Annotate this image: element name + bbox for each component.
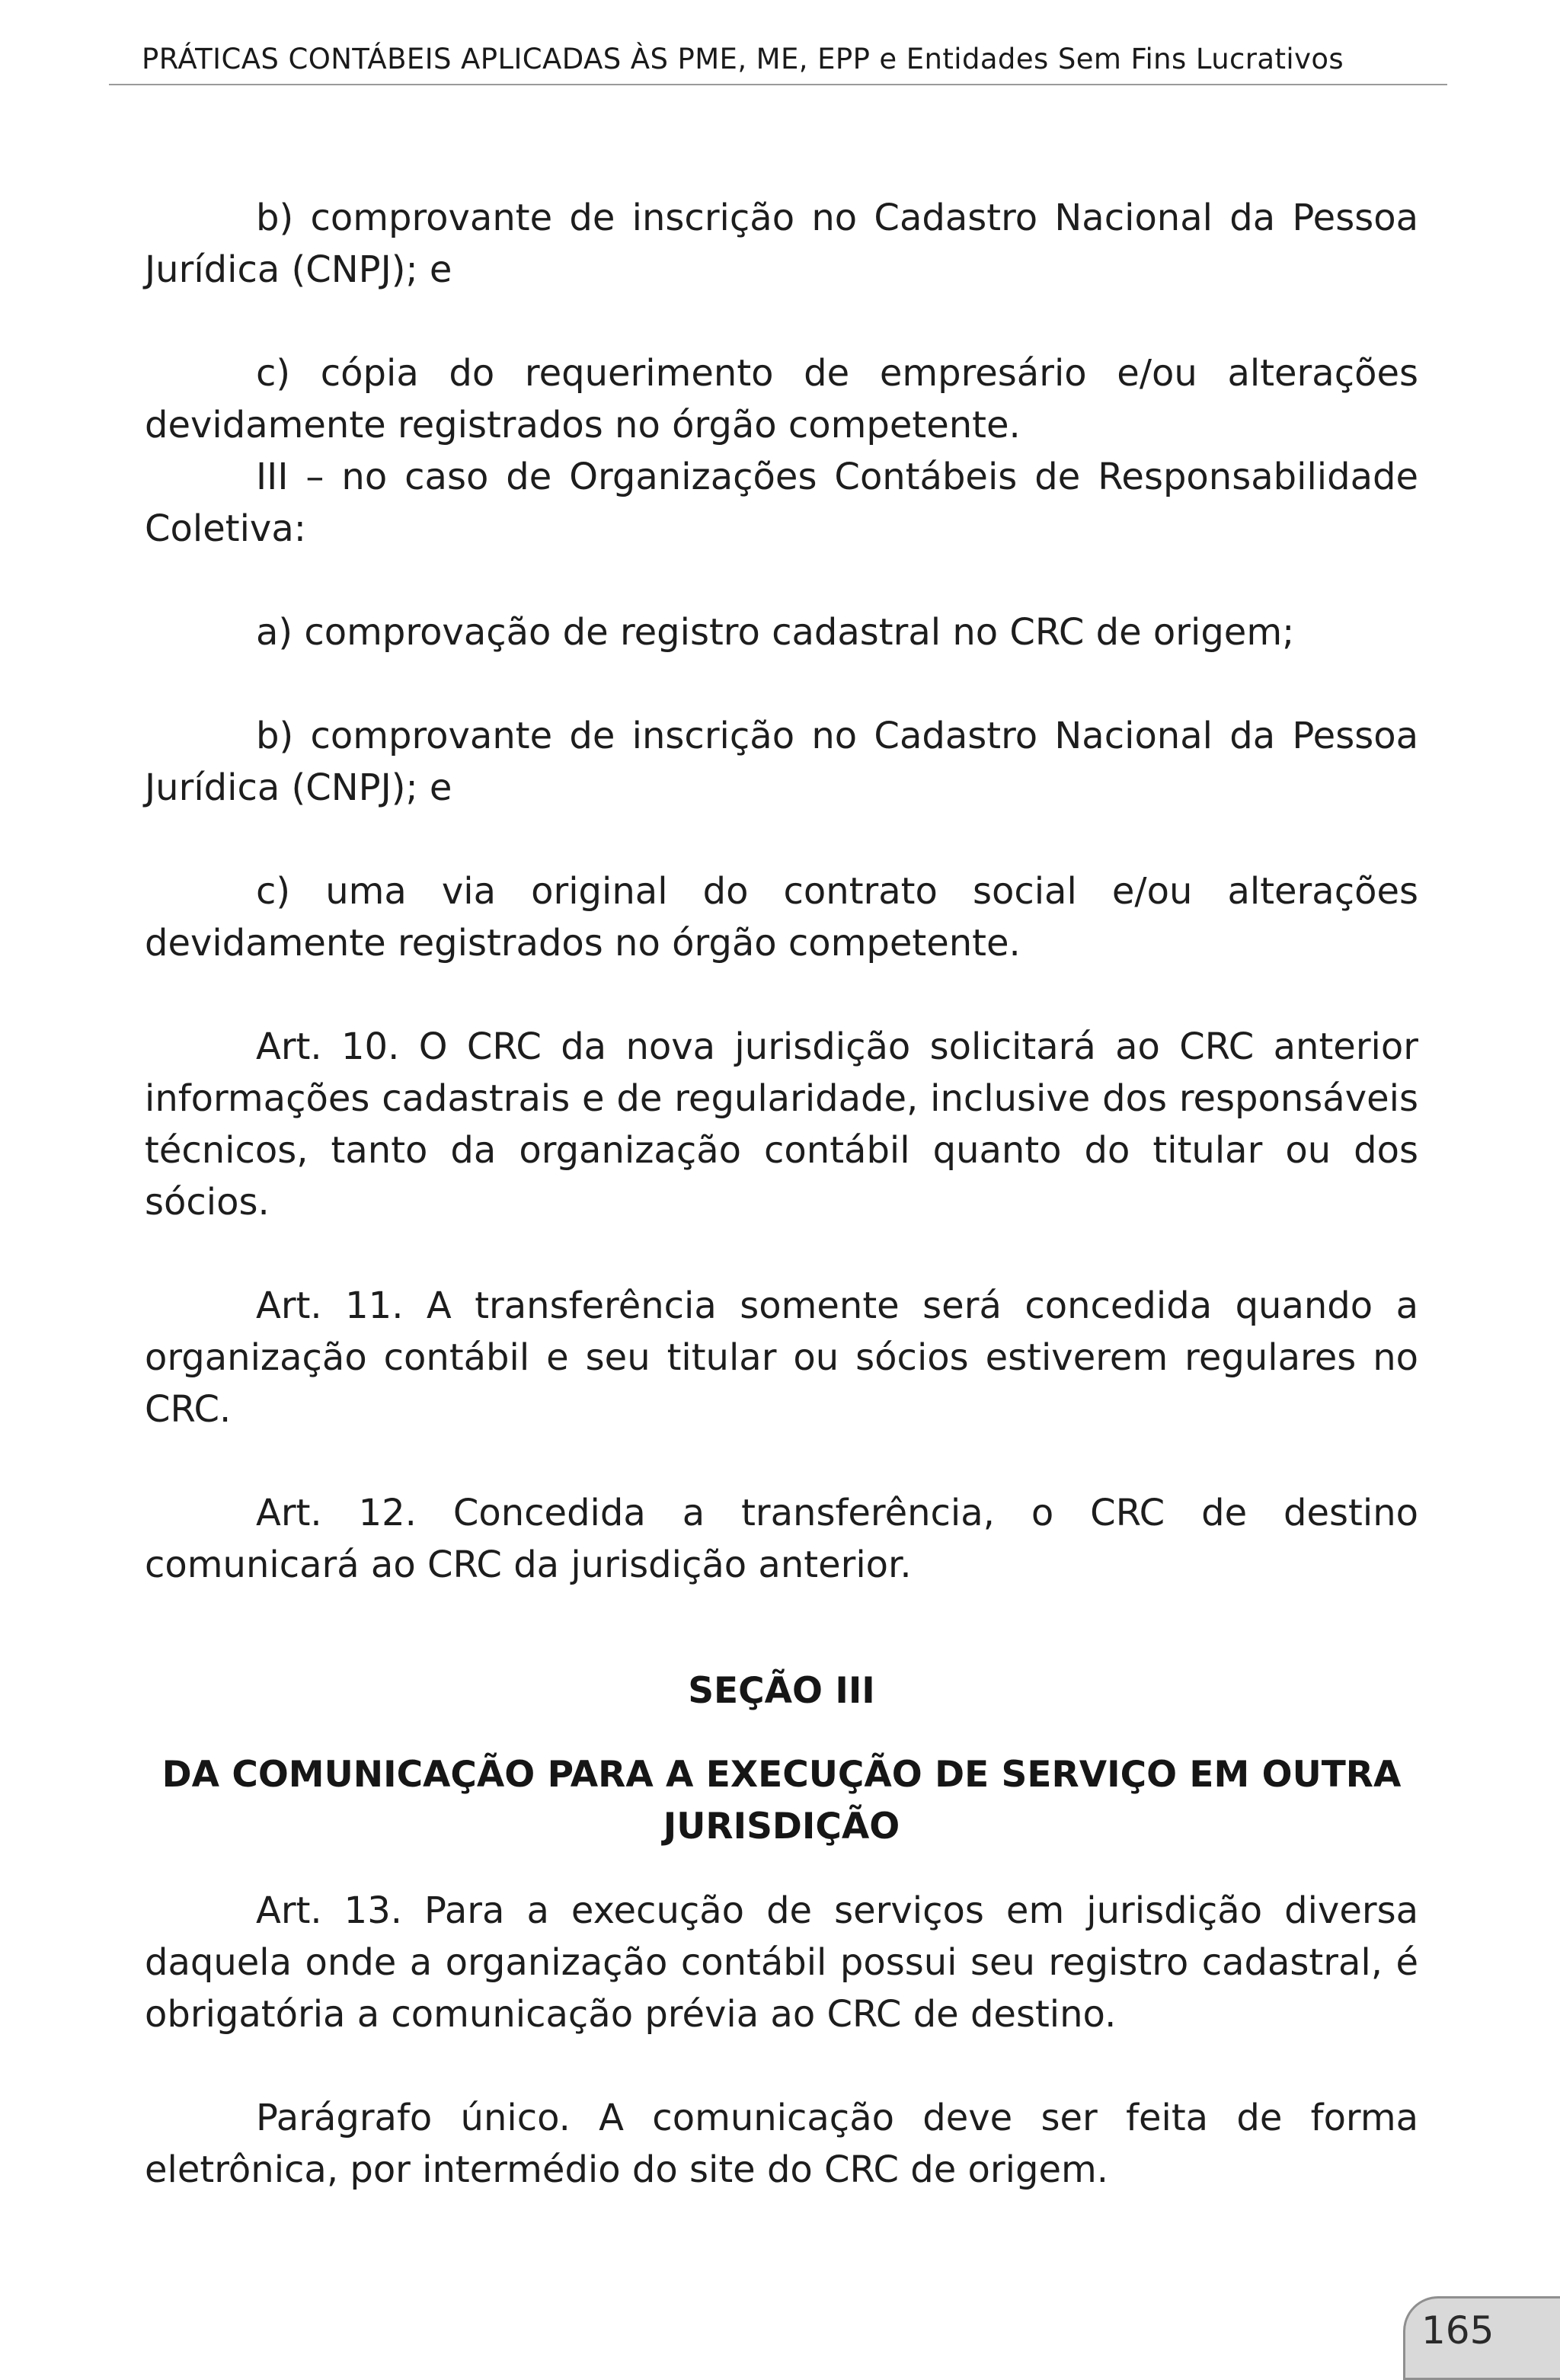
- paragraph-item-iii: III – no caso de Organizações Contábeis de Responsabilidade Coletiva:: [145, 456, 1418, 550]
- header-divider: [109, 84, 1447, 85]
- paragraph-item-b-2: b) comprovante de inscrição no Cadastro Nacional da Pessoa Jurídica (CNPJ); e: [145, 715, 1418, 809]
- page-body: [145, 192, 1418, 2196]
- paragraph-unico: Parágrafo único. A comunicação deve ser feita de forma eletrônica, por intermédio do site do CRC de origem.: [145, 2097, 1418, 2191]
- section-title: DA COMUNICAÇÃO PARA A EXECUÇÃO DE SERVIÇO EM OUTRA JURISDIÇÃO: [161, 1754, 1402, 1847]
- paragraph-item-b: b) comprovante de inscrição no Cadastro Nacional da Pessoa Jurídica (CNPJ); e: [145, 197, 1418, 291]
- paragraph-item-c: c) cópia do requerimento de empresário e/ou alterações devidamente registrados no órgão competente.: [145, 352, 1418, 446]
- paragraph-art-12: Art. 12. Concedida a transferência, o CRC de destino comunicará ao CRC da jurisdição anterior.: [145, 1492, 1418, 1586]
- section-label: SEÇÃO III: [688, 1670, 875, 1712]
- paragraph-art-11: Art. 11. A transferência somente será concedida quando a organização contábil e seu titular ou sócios estiverem regulares no CRC.: [145, 1284, 1418, 1431]
- paragraph-art-13: Art. 13. Para a execução de serviços em jurisdição diversa daquela onde a organização contábil possui seu registro cadastral, é obrigatória a comunicação prévia ao CRC de destino.: [145, 1889, 1418, 2036]
- paragraph-art-10: Art. 10. O CRC da nova jurisdição solicitará ao CRC anterior informações cadastrais e de regularidade, inclusive dos responsáveis técnicos, tanto da organização contábil quanto do titular ou dos sócios.: [145, 1025, 1418, 1224]
- paragraph-item-a: a) comprovação de registro cadastral no CRC de origem;: [256, 611, 1295, 654]
- running-header: PRÁTICAS CONTÁBEIS APLICADAS ÀS PME, ME, EPP e Entidades Sem Fins Lucrativos: [142, 43, 1344, 75]
- paragraph-item-c-2: c) uma via original do contrato social e/ou alterações devidamente registrados no órgão competente.: [145, 870, 1418, 964]
- page-number: 165: [1421, 2308, 1494, 2353]
